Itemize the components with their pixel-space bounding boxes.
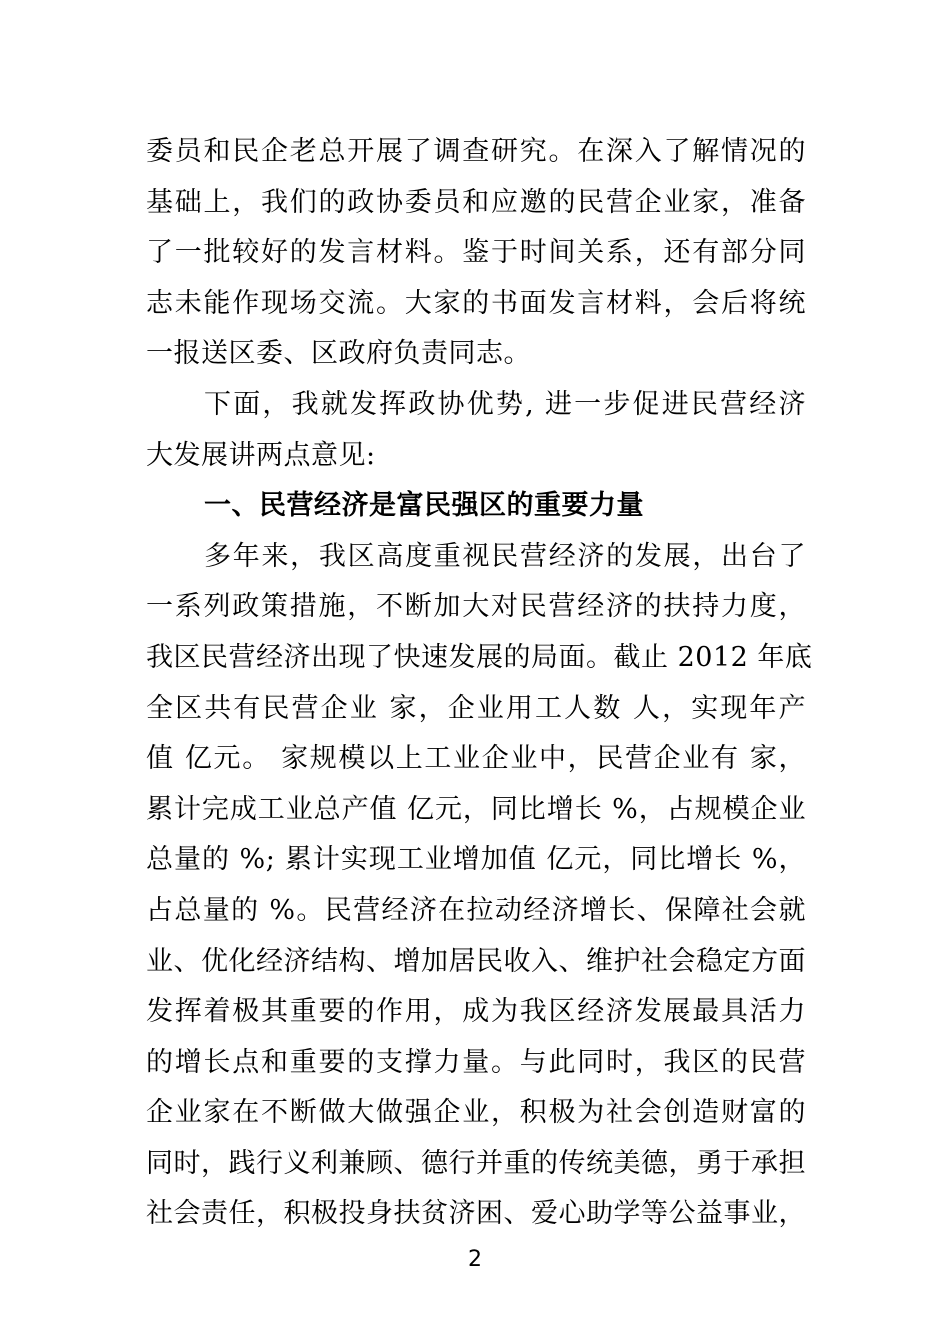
text-line: 志未能作现场交流。大家的书面发言材料，会后将统 [146, 287, 806, 319]
text-line: 我区民营经济出现了快速发展的局面。截止 2012 年底 [146, 641, 813, 673]
text-line: 基础上，我们的政协委员和应邀的民营企业家，准备 [146, 186, 806, 218]
text-line: 累计完成工业总产值 亿元，同比增长 %，占规模企业 [146, 793, 806, 825]
text-line: 的增长点和重要的支撑力量。与此同时，我区的民营 [146, 1046, 806, 1078]
body-text [146, 127, 813, 1240]
text-line: 下面，我就发挥政协优势, 进一步促进民营经济 [204, 388, 806, 420]
text-line: 全区共有民营企业 家，企业用工人数 人，实现年产 [146, 692, 806, 724]
text-line: 大发展讲两点意见: [146, 439, 376, 471]
text-line: 一报送区委、区政府负责同志。 [146, 338, 531, 370]
text-line: 了一批较好的发言材料。鉴于时间关系，还有部分同 [146, 237, 806, 269]
text-line: 发挥着极其重要的作用，成为我区经济发展最具活力 [146, 996, 806, 1028]
text-line: 社会责任，积极投身扶贫济困、爱心助学等公益事业， [146, 1198, 806, 1230]
text-line: 总量的 %; 累计实现工业增加值 亿元，同比增长 %， [146, 844, 806, 876]
text-line: 同时，践行义利兼顾、德行并重的传统美德，勇于承担 [146, 1147, 806, 1179]
page-number: 2 [468, 1247, 482, 1272]
text-line: 业、优化经济结构、增加居民收入、维护社会稳定方面 [146, 945, 806, 977]
text-line: 一系列政策措施，不断加大对民营经济的扶持力度， [146, 591, 806, 623]
text-line: 委员和民企老总开展了调查研究。在深入了解情况的 [146, 136, 806, 167]
text-line: 值 亿元。 家规模以上工业企业中，民营企业有 家， [146, 743, 806, 775]
section-heading: 一、民营经济是富民强区的重要力量 [204, 490, 644, 522]
text-line: 占总量的 %。民营经济在拉动经济增长、保障社会就 [146, 894, 806, 926]
text-line: 多年来，我区高度重视民营经济的发展，出台了 [204, 540, 806, 572]
text-line: 企业家在不断做大做强企业，积极为社会创造财富的 [146, 1097, 806, 1129]
